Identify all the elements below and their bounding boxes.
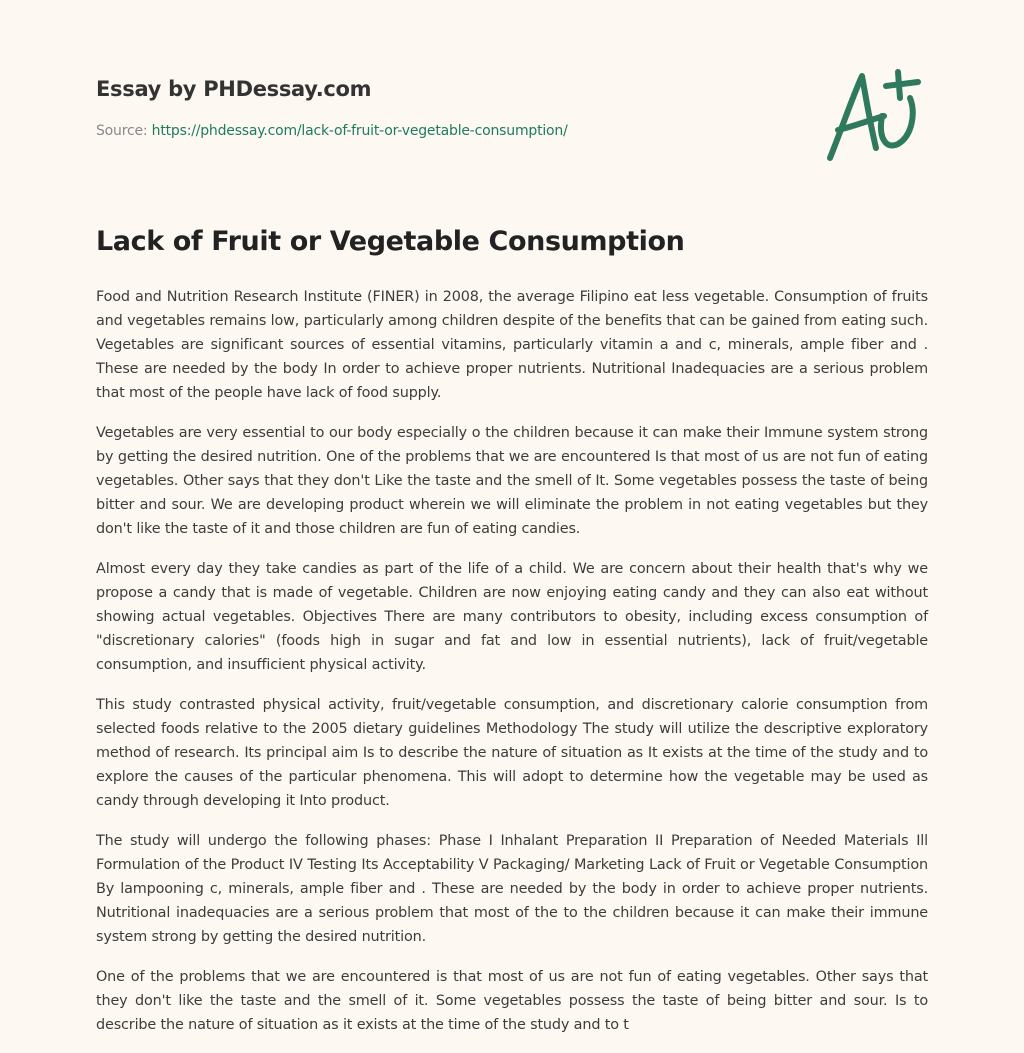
paragraph: The study will undergo the following phases: Phase I Inhalant Preparation II Preparation of Needed Materials Ill Formulation of the Product IV Testing Its Acceptability V Packaging/ Marketing Lack of Fruit or Vegetable Consumption By lampooning c, minerals, ample fiber and . These are needed by the body in order to achieve proper nutrients. Nutritional inadequacies are a serious problem that most of the to the children because it can make their immune system strong by getting the desired nutrition.	[96, 833, 928, 945]
source-label: Source:	[96, 123, 152, 139]
source-link[interactable]: https://phdessay.com/lack-of-fruit-or-vegetable-consumption/	[151, 123, 568, 139]
paragraph: This study contrasted physical activity, fruit/vegetable consumption, and discretionary calorie consumption from selected foods relative to the 2005 dietary guidelines Methodology The study will utilize the descriptive exploratory method of research. Its principal aim Is to describe the nature of situation as It exists at the time of the study and to explore the causes of the particular phenomena. This will adopt to determine how the vegetable may be used as candy through developing it Into product.	[96, 697, 928, 809]
source-line	[96, 123, 568, 139]
essay-body	[96, 285, 928, 1053]
paragraph: Almost every day they take candies as part of the life of a child. We are concern about their health that's why we propose a candy that is made of vegetable. Children are now enjoying eating candy and they can also eat without showing actual vegetables. Objectives There are many contributors to obesity, including excess consumption of "discretionary calories" (foods high in sugar and fat and low in essential nutrients), lack of fruit/vegetable consumption, and insufficient physical activity.	[96, 561, 928, 673]
a-plus-grade-icon	[820, 68, 930, 168]
paragraph: Food and Nutrition Research Institute (FINER) in 2008, the average Filipino eat less vegetable. Consumption of fruits and vegetables remains low, particularly among children despite of the benefits that can be gained from eating such. Vegetables are significant sources of essential vitamins, particularly vitamin a and c, minerals, ample fiber and . These are needed by the body In order to achieve proper nutrients. Nutritional Inadequacies are a serious problem that most of the people have lack of food supply.	[96, 289, 928, 401]
page-title: Lack of Fruit or Vegetable Consumption	[96, 226, 685, 257]
site-brand: Essay by PHDessay.com	[96, 77, 372, 101]
paragraph: Vegetables are very essential to our body especially o the children because it can make their Immune system strong by getting the desired nutrition. One of the problems that we are encountered Is that most of us are not fun of eating vegetables. Other says that they don't Like the taste and the smell of It. Some vegetables possess the taste of being bitter and sour. We are developing product wherein we will eliminate the problem in not eating vegetables but they don't like the taste of it and those children are fun of eating candies.	[96, 425, 928, 537]
paragraph: One of the problems that we are encountered is that most of us are not fun of eating vegetables. Other says that they don't like the taste and the smell of it. Some vegetables possess the taste of being bitter and sour. Is to describe the nature of situation as it exists at the time of the study and to t	[96, 969, 928, 1033]
